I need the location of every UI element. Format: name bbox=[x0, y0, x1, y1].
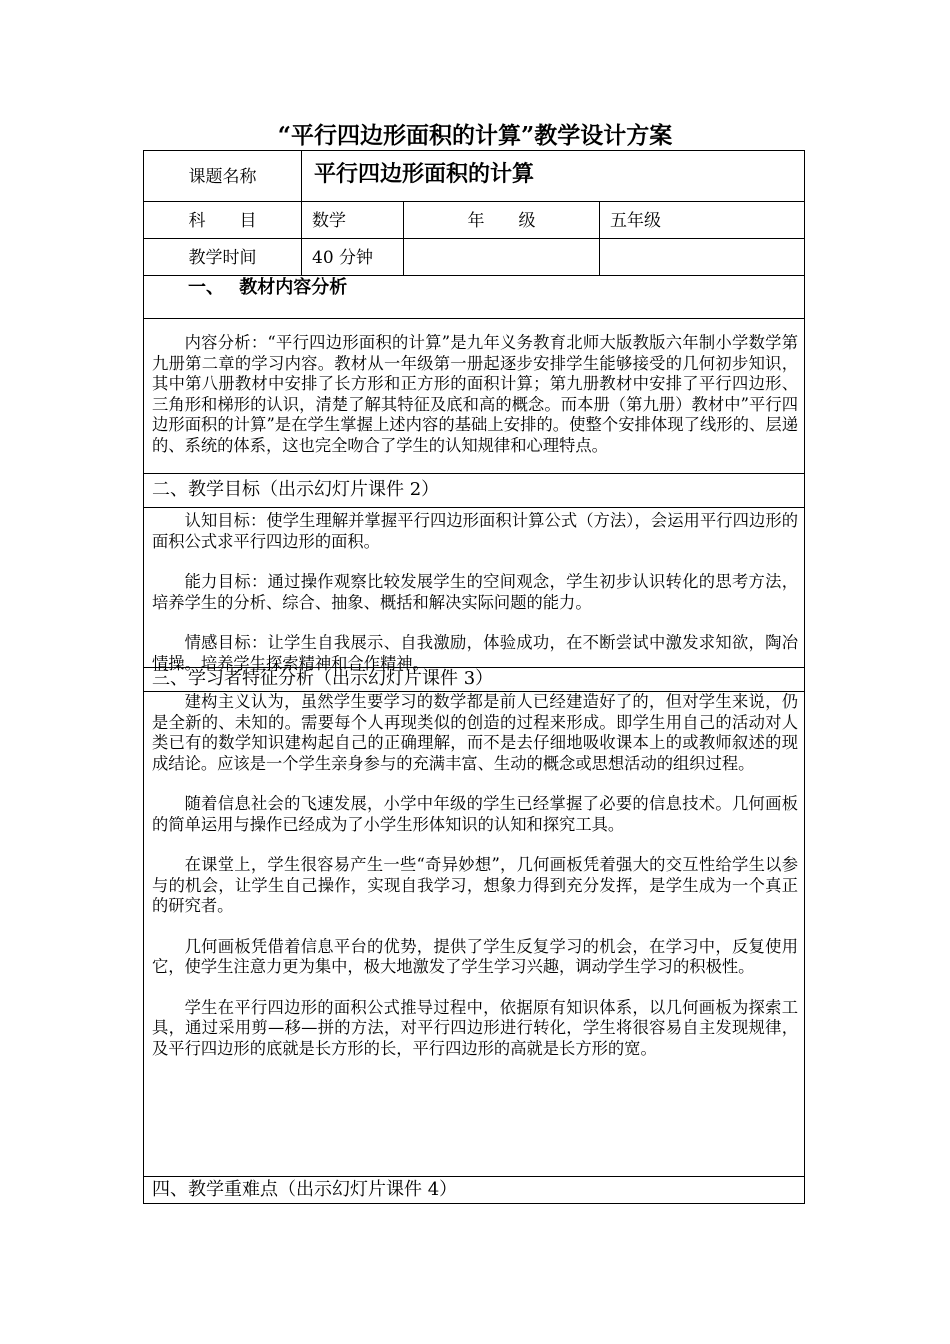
section2-heading-row bbox=[143, 473, 805, 507]
subject-label: 科 目 bbox=[188, 211, 257, 231]
section4-heading: 四、教学重难点（出示幻灯片课件 4） bbox=[152, 1179, 458, 1200]
learner-paragraph-2: 随着信息社会的飞速发展，小学中年级的学生已经掌握了必要的信息技术。几何画板的简单运用与操作已经成为了小学生形体知识的认知和探究工具。 bbox=[152, 794, 798, 834]
emotion-goal: 情感目标：让学生自我展示、自我激励，体验成功，在不断尝试中激发求知欲，陶冶情操。培养学生探索精神和合作精神。 bbox=[152, 633, 798, 673]
section1-heading: 一、 教材内容分析 bbox=[188, 277, 348, 298]
section3-heading: 三、学习者特征分析（出示幻灯片课件 3） bbox=[152, 668, 494, 689]
lesson-plan-table bbox=[143, 150, 805, 1204]
section1-content-row bbox=[143, 318, 805, 473]
document-title: “平行四边形面积的计算”教学设计方案 bbox=[277, 122, 673, 149]
section3-heading-row bbox=[143, 667, 805, 691]
empty-cell bbox=[599, 239, 804, 275]
section2-content-row bbox=[143, 507, 805, 673]
section3-content-row bbox=[143, 691, 805, 1176]
subject-value: 数学 bbox=[301, 202, 403, 238]
learner-paragraph-5: 学生在平行四边形的面积公式推导过程中，依据原有知识体系，以几何画板为探索工具，通过采用剪—移—拼的方法，对平行四边形进行转化，学生将很容易自主发现规律，及平行四边形的底就是长方形的长，平行四边形的高就是长方形的宽。 bbox=[152, 997, 798, 1058]
subject-grade-row bbox=[143, 201, 805, 238]
section1-heading-row bbox=[143, 275, 805, 318]
time-row bbox=[143, 238, 805, 275]
grade-value: 五年级 bbox=[599, 202, 804, 238]
course-name-value: 平行四边形面积的计算 bbox=[301, 151, 804, 201]
empty-cell bbox=[403, 239, 599, 275]
learner-paragraph-3: 在课堂上，学生很容易产生一些“奇异妙想”，几何画板凭着强大的交互性给学生以参与的机会，让学生自己操作，实现自我学习，想象力得到充分发挥，是学生成为一个真正的研究者。 bbox=[152, 855, 798, 915]
learner-paragraph-1: 建构主义认为，虽然学生要学习的数学都是前人已经建造好了的，但对学生来说，仍是全新的、未知的。需要每个人再现类似的创造的过程来形成。即学生用自己的活动对人类已有的数学知识建构起自己的正确理解，而不是去仔细地吸收课本上的或教师叙述的现成结论。应该是一个学生亲身参与的充满丰富、生动的概念或思想活动的组织过程。 bbox=[152, 692, 798, 773]
course-name-row bbox=[143, 150, 805, 201]
time-label: 教学时间 bbox=[188, 248, 257, 268]
time-value: 40 分钟 bbox=[301, 239, 403, 275]
section2-heading: 二、教学目标（出示幻灯片课件 2） bbox=[152, 479, 440, 500]
section4-heading-row bbox=[143, 1176, 805, 1204]
cognitive-goal: 认知目标：使学生理解并掌握平行四边形面积计算公式（方法），会运用平行四边形的面积公式求平行四边形的面积。 bbox=[152, 511, 798, 551]
section1-paragraph: 内容分析：“平行四边形面积的计算”是九年义务教育北师大版教版六年制小学数学第九册第二章的学习内容。教材从一年级第一册起逐步安排学生能够接受的几何初步知识，其中第八册教材中安排了长方形和正方形的面积计算；第九册教材中安排了平行四边形、三角形和梯形的认识，清楚了解其特征及底和高的概念。而本册（第九册）教材中”平行四边形面积的计算”是在学生掌握上述内容的基础上安排的。使整个安排体现了线形的、层递的、系统的体系，这也完全吻合了学生的认知规律和心理特点。 bbox=[152, 333, 798, 455]
learner-paragraph-4: 几何画板凭借着信息平台的优势，提供了学生反复学习的机会，在学习中，反复使用它，使学生注意力更为集中，极大地激发了学生学习兴趣，调动学生学习的积极性。 bbox=[152, 936, 798, 976]
course-name-label: 课题名称 bbox=[188, 167, 257, 187]
grade-label: 年 级 bbox=[403, 202, 599, 238]
ability-goal: 能力目标：通过操作观察比较发展学生的空间观念，学生初步认识转化的思考方法，培养学生的分析、综合、抽象、概括和解决实际问题的能力。 bbox=[152, 572, 798, 612]
